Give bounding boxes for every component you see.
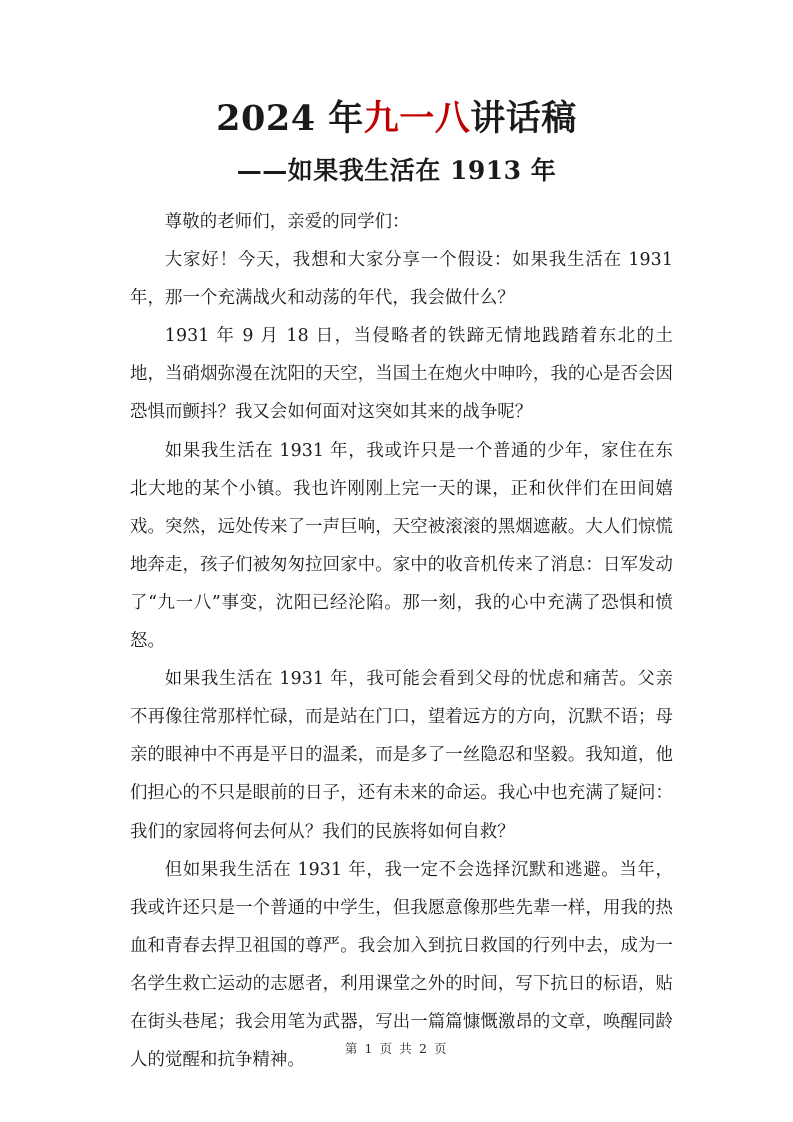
paragraph-parents: 如果我生活在 1931 年，我可能会看到父母的忧虑和痛苦。父亲不再像往常那样忙碌，而是站在门口，望着远方的方向，沉默不语；母亲的眼神中不再是平日的温柔，而是多了一丝隐忍和坚毅。我知道，他们担心的不只是眼前的日子，还有未来的命运。我心中也充满了疑问：我们的家园将何去何从？我们的民族将如何自救？: [130, 669, 673, 842]
paragraph-resolve: 但如果我生活在 1931 年，我一定不会选择沉默和逃避。当年，我或许还只是一个普通的中学生，但我愿意像那些先辈一样，用我的热血和青春去捍卫祖国的尊严。我会加入到抗日救国的行列中去，成为一名学生救亡运动的志愿者，利用课堂之外的时间，写下抗日的标语，贴在街头巷尾；我会用笔为武器，写出一篇篇慷慨激昂的文章，唤醒同龄人的觉醒和抗争精神。: [130, 859, 673, 1071]
paragraph-date-1931: 1931 年 9 月 18 日，当侵略者的铁蹄无情地践踏着东北的土地，当硝烟弥漫在沈阳的天空，当国土在炮火中呻吟，我的心是否会因恐惧而颤抖？我又会如何面对这突如其来的战争呢？: [130, 326, 673, 423]
title-block: [0, 96, 793, 187]
paragraph-greeting: 大家好！今天，我想和大家分享一个假设：如果我生活在 1931 年，那一个充满战火和动荡的年代，我会做什么？: [130, 250, 673, 309]
title-part-suffix: 讲话稿: [470, 98, 577, 139]
document-subtitle: ——如果我生活在 1913 年: [236, 156, 557, 185]
document-title: [0, 96, 793, 142]
paragraph-salutation: 尊敬的老师们，亲爱的同学们：: [164, 212, 410, 232]
page-number-label: 第 1 页 共 2 页: [344, 1041, 449, 1056]
title-part-year: 2024 年: [216, 98, 364, 139]
paragraph-if-youth: 如果我生活在 1931 年，我或许只是一个普通的少年，家住在东北大地的某个小镇。我也许刚刚上完一天的课，正和伙伴们在田间嬉戏。突然，远处传来了一声巨响，天空被滚滚的黑烟遮蔽。大人们惊慌地奔走，孩子们被匆匆拉回家中。家中的收音机传来了消息：日军发动了“九一八”事变，沈阳已经沦陷。那一刻，我的心中充满了恐惧和愤怒。: [130, 440, 673, 652]
page-footer: [0, 1040, 793, 1057]
document-body: [130, 203, 673, 1079]
title-part-accent: 九一八: [363, 98, 471, 139]
